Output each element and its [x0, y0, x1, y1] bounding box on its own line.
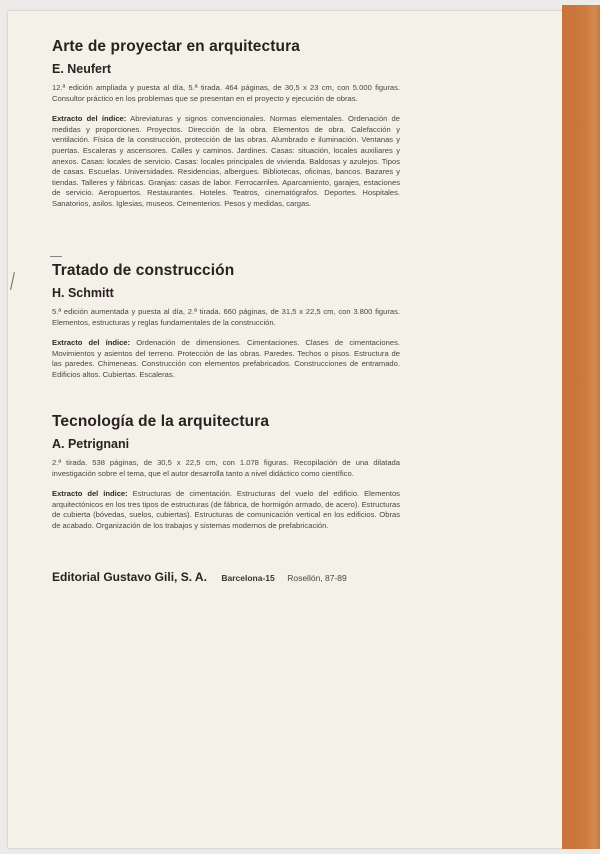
- publisher-name: Editorial Gustavo Gili, S. A.: [52, 570, 207, 584]
- extract-label: Extracto del índice:: [52, 489, 128, 499]
- book-entry-petrignani: [52, 413, 400, 532]
- book-entry-neufert: [52, 38, 400, 210]
- extract-text: Abreviaturas y signos convencionales. Normas elementales. Ordenación de medidas y proporciones. Proyectos. Dirección de la obra. Elementos de obra. Calefacción y ventilación. Física de la construcción, protección de las obras. Alumbrado e iluminación. Ventanas y puertas. Escaleras y ascensores. Calles y caminos. Jardines. Casas: situación, locales auxiliares y anexos. Casas: locales de servicio. Casas: locales principales de vivienda. Baldosas y azulejos. Tipos de casas. Escuelas. Universidades. Residencias, albergues. Bibliotecas, oficinas, bancos. Bazares y tiendas. Talleres y fábricas. Granjas: casas de labor. Ferrocarriles. Aparcamiento, garajes, estaciones de servicio. Aeropuertos. Restaurantes. Hoteles. Teatros, cinematógrafos. Deportes. Hospitales. Sanatorios, asilos. Iglesias, museos. Cementerios. Pesos y medidas, cargas.: [52, 114, 400, 208]
- book-extract: [52, 338, 400, 380]
- book-extract: [52, 114, 400, 209]
- book-author: A. Petrignani: [52, 437, 130, 451]
- book-description: 2.ª tirada. 538 páginas, de 30,5 x 22,5 cm, con 1.078 figuras. Recopilación de una dilatada investigación sobre el tema, que el autor desarrolla tanto a nivel didáctico como científico.: [52, 458, 400, 478]
- extract-text: Estructuras de cimentación. Estructuras del vuelo del edificio. Elementos arquitectónicos en los tres tipos de estructuras (de fábrica, de hormigón armado, de acero). Estructuras de cubierta (bóvedas, suelos, cubiertas). Estructuras de comunicación vertical en los edificios. Obras de acabado. Organización de los trabajos y sistemas modernos de prefabricación.: [52, 489, 400, 530]
- book-title: Tecnología de la arquitectura: [52, 413, 270, 430]
- book-author: E. Neufert: [52, 62, 112, 76]
- pencil-dash: [50, 256, 62, 257]
- book-title: Arte de proyectar en arquitectura: [52, 38, 300, 55]
- publisher-city: Barcelona-15: [221, 573, 275, 583]
- book-description: 12.ª edición ampliada y puesta al día, 5.ª tirada. 464 páginas, de 30,5 x 23 cm, con 5.000 figuras. Consultor práctico en los problemas que se presentan en el proyecto y ejecución de obras.: [52, 83, 400, 103]
- book-author: H. Schmitt: [52, 286, 114, 300]
- extract-label: Extracto del índice:: [52, 338, 131, 348]
- book-spine: [562, 5, 600, 849]
- book-extract: [52, 489, 400, 531]
- publisher-address: Rosellón, 87-89: [287, 573, 347, 583]
- book-description: 5.ª edición aumentada y puesta al día, 2.ª tirada. 660 páginas, de 31,5 x 22,5 cm, con 3.800 figuras. Elementos, estructuras y reglas fundamentales de la construcción.: [52, 307, 400, 327]
- publisher-line: [52, 568, 452, 586]
- book-title: Tratado de construcción: [52, 262, 235, 279]
- extract-text: Ordenación de dimensiones. Cimentaciones. Clases de cimentaciones. Movimientos y asientos del terreno. Protección de las obras. Paredes. Techos o pisos. Estructura de las paredes. Chimeneas. Construcción con elementos prefabricados. Construcciones de entramado. Edificios altos. Cubiertas. Escaleras.: [52, 338, 400, 379]
- book-entry-schmitt: [52, 262, 400, 381]
- extract-label: Extracto del índice:: [52, 114, 127, 124]
